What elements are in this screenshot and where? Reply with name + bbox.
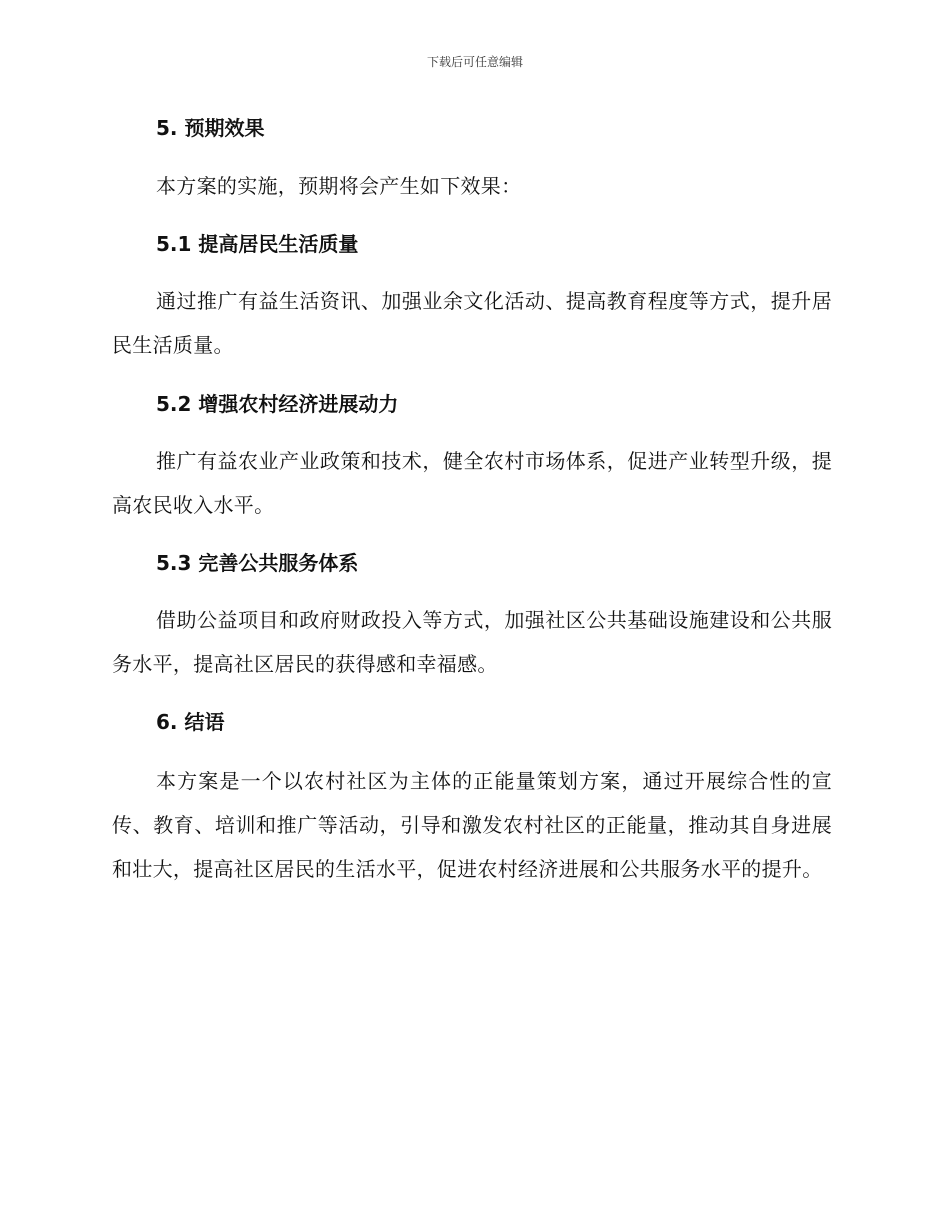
page-header-note: 下载后可任意编辑 bbox=[426, 55, 523, 69]
paragraph-intro: 本方案的实施，预期将会产生如下效果： bbox=[156, 174, 522, 198]
paragraph-5-1: 通过推广有益生活资讯、加强业余文化活动、提高教育程度等方式，提升居民生活质量。 bbox=[112, 289, 832, 357]
subheading-5-2: 5.2 增强农村经济进展动力 bbox=[156, 392, 399, 416]
paragraph-conclusion: 本方案是一个以农村社区为主体的正能量策划方案，通过开展综合性的宣传、教育、培训和推广等活动，引导和激发农村社区的正能量，推动其自身进展和壮大，提高社区居民的生活水平，促进农村经济进展和公共服务水平的提升。 bbox=[112, 769, 832, 881]
section-heading-conclusion: 6. 结语 bbox=[156, 710, 225, 734]
subheading-5-1: 5.1 提高居民生活质量 bbox=[156, 232, 359, 256]
paragraph-5-3: 借助公益项目和政府财政投入等方式，加强社区公共基础设施建设和公共服务水平，提高社区居民的获得感和幸福感。 bbox=[112, 608, 832, 676]
section-heading-expected-effects: 5. 预期效果 bbox=[156, 116, 265, 140]
paragraph-5-2: 推广有益农业产业政策和技术，健全农村市场体系，促进产业转型升级，提高农民收入水平。 bbox=[112, 449, 832, 517]
subheading-5-3: 5.3 完善公共服务体系 bbox=[156, 551, 359, 575]
